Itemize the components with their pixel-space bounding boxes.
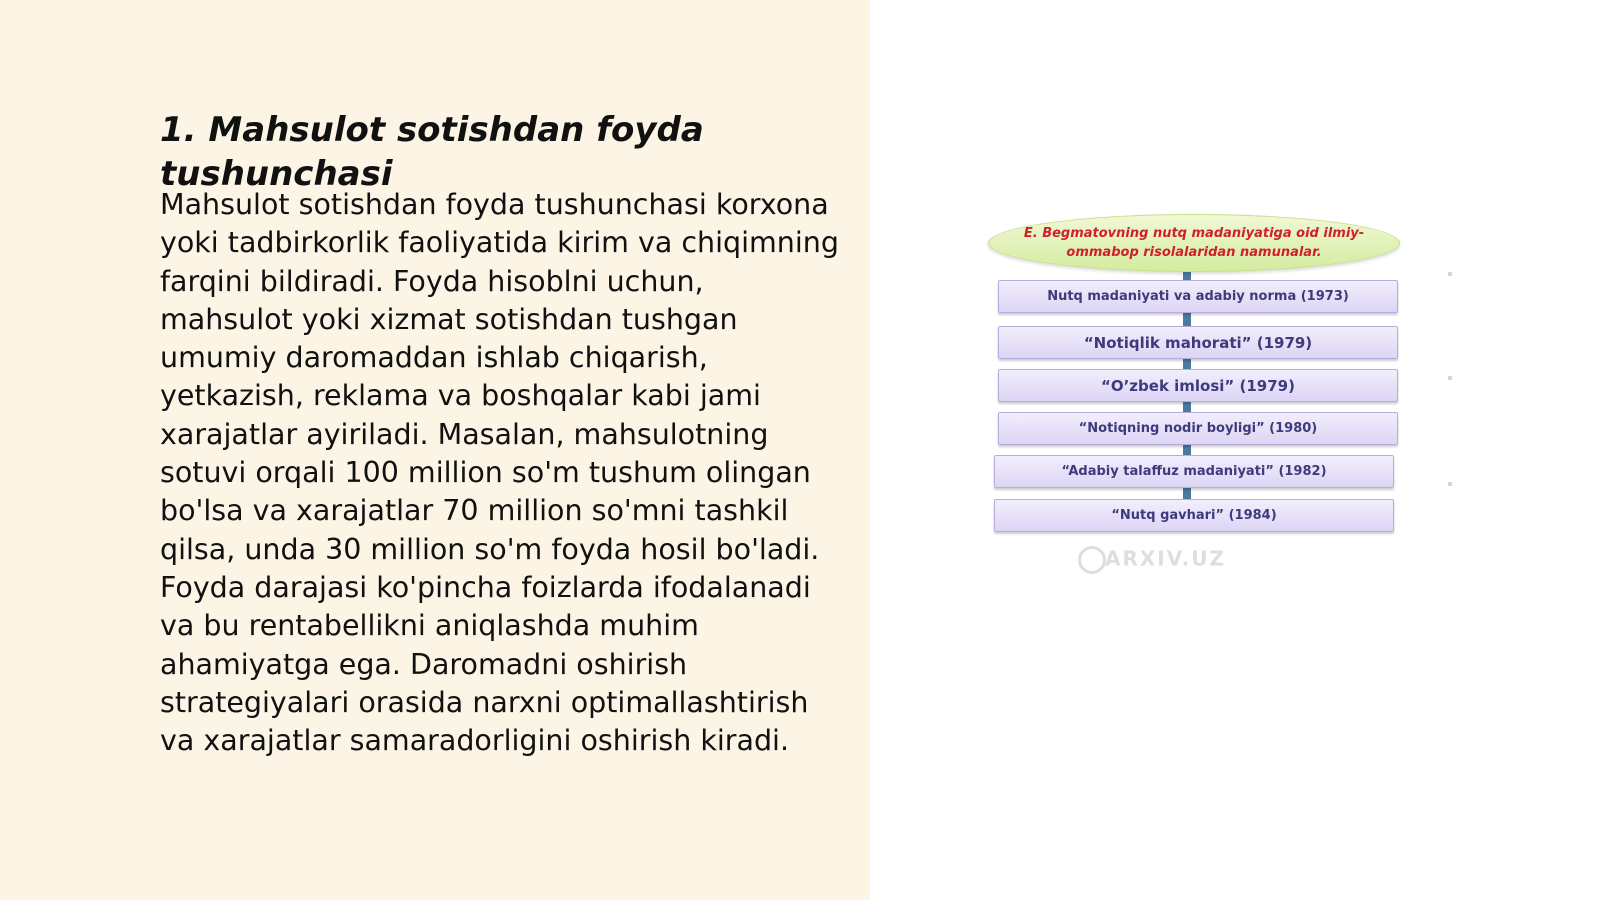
diagram-item-5: “Adabiy talaffuz madaniyati” (1982): [994, 455, 1394, 488]
diagram-item-2: “Notiqlik mahorati” (1979): [998, 326, 1398, 359]
diagram-header: E. Begmatovning nutq madaniyatiga oid ilmiy-ommabop risolalaridan namunalar.: [988, 214, 1400, 272]
diagram-item-3: “O’zbek imlosi” (1979): [998, 369, 1398, 402]
diagram-item-6: “Nutq gavhari” (1984): [994, 499, 1394, 532]
watermark-circle-icon: [1078, 546, 1106, 574]
slide-body-text: Mahsulot sotishdan foyda tushunchasi korxona yoki tadbirkorlik faoliyatida kirim va chiqimning farqini bildiradi. Foyda hisoblni uchun, mahsulot yoki xizmat sotishdan tushgan umumiy daromaddan ishlab chiqarish, yetkazish, reklama va boshqalar kabi jami xarajatlar ayiriladi. Masalan, mahsulotning sotuvi orqali 100 million so'm tushum olingan bo'lsa va xarajatlar 70 million so'mni tashkil qilsa, unda 30 million so'm foyda hosil bo'ladi. Foyda darajasi ko'pincha foizlarda ifodalanadi va bu rentabellikni aniqlashda muhim ahamiyatga ega. Daromadni oshirish strategiyalari orasida narxni optimallashtirish va xarajatlar samaradorligini oshirish kiradi.: [160, 188, 839, 758]
slide-title: 1. Mahsulot sotishdan foyda tushunchasi: [160, 110, 704, 194]
decorative-mark: [1448, 272, 1452, 276]
diagram-item-4: “Notiqning nodir boyligi” (1980): [998, 412, 1398, 445]
diagram-item-1: Nutq madaniyati va adabiy norma (1973): [998, 280, 1398, 313]
decorative-mark: [1448, 482, 1452, 486]
diagram-image: [988, 214, 1408, 584]
watermark-logo: [1078, 546, 1226, 574]
watermark-text: ARXIV.UZ: [1104, 546, 1226, 571]
decorative-mark: [1448, 376, 1452, 380]
